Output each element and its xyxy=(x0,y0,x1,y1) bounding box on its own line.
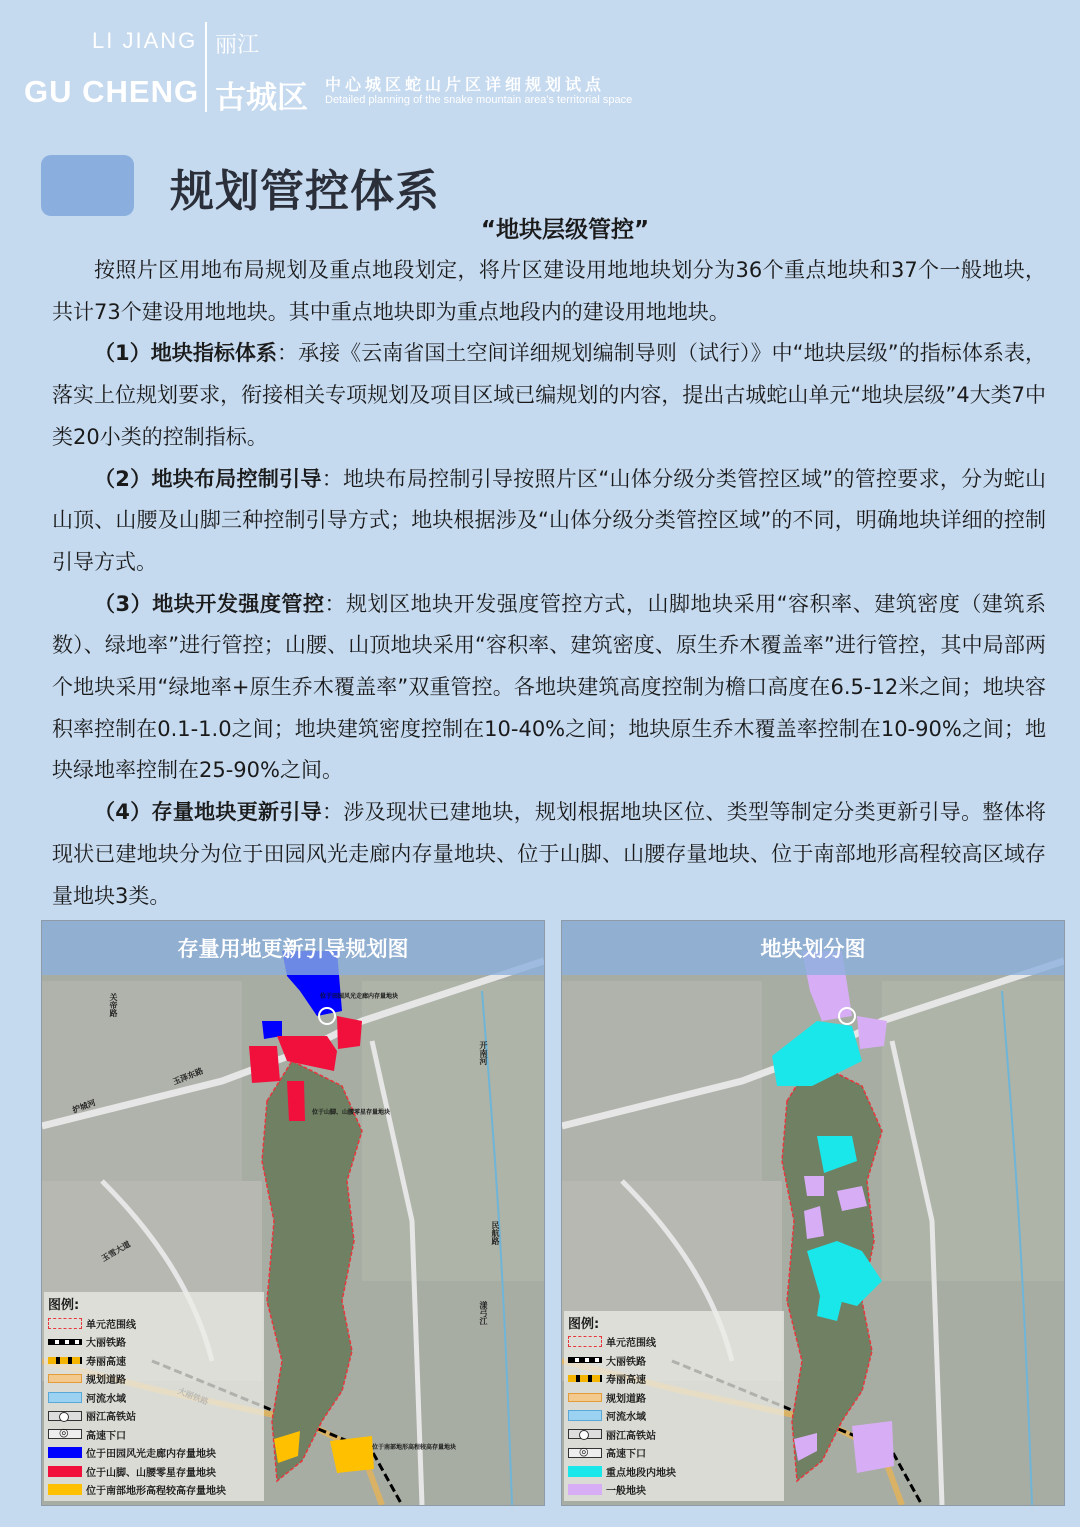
railway-swatch xyxy=(48,1339,82,1345)
water-swatch xyxy=(568,1410,602,1421)
body-text xyxy=(52,250,1046,917)
stock-land-renewal-map xyxy=(41,920,545,1506)
south-high-stock-swatch xyxy=(48,1484,82,1495)
road-label-kainan-river: 开南河 xyxy=(479,1041,488,1065)
general-plot-swatch xyxy=(568,1484,602,1495)
road-swatch xyxy=(48,1374,82,1383)
project-title-cn: 中心城区蛇山片区详细规划试点 xyxy=(325,75,606,94)
map-legend xyxy=(44,1292,264,1501)
legend-label: 高速下口 xyxy=(606,1449,646,1461)
legend-title: 图例: xyxy=(568,1316,600,1332)
legend-item xyxy=(48,1314,260,1333)
legend-item xyxy=(48,1333,260,1352)
legend-item xyxy=(48,1351,260,1370)
legend-item xyxy=(48,1425,260,1444)
legend-item xyxy=(48,1444,260,1463)
legend-item xyxy=(48,1388,260,1407)
legend-item xyxy=(48,1462,260,1481)
map-title: 存量用地更新引导规划图 xyxy=(177,937,409,961)
plot-division-map xyxy=(561,920,1065,1506)
annotation-south-high-stock: 位于南部地形高程较高存量地块 xyxy=(372,1444,457,1451)
paragraph-4 xyxy=(52,792,1046,917)
annotation-foot-waist-stock: 位于山脚、山腰零星存量地块 xyxy=(312,1109,391,1116)
legend-item xyxy=(568,1407,780,1426)
paragraph-2-text: ：地块布局控制引导按照片区“山体分级分类管控区域”的管控要求，分为蛇山山顶、山腰及山脚三种控制引导方式；地块根据涉及“山体分级分类管控区域”的不同，明确地块详细的控制引导方式。 xyxy=(52,466,1046,574)
legend-item xyxy=(568,1425,780,1444)
map-legend xyxy=(564,1311,784,1502)
page-header xyxy=(0,0,1080,130)
legend-label: 大丽铁路 xyxy=(606,1356,646,1368)
paragraph-3-text: ：规划区地块开发强度管控方式，山脚地块采用“容积率、建筑密度（建筑系数）、绿地率”进行管控；山腰、山顶地块采用“容积率、建筑密度、原生乔木覆盖率”进行管控，其中局部两个地块采用“绿地率+原生乔木覆盖率”双重管控。各地块建筑高度控制为檐口高度在6.5-12米之间；地块容积率控制在0.1-1.0之间；地块建筑密度控制在10-40%之间；地块原生乔木覆盖率控制在10-90%之间；地块绿地率控制在25-90%之间。 xyxy=(52,591,1046,783)
annotation-corridor-stock: 位于田园风光走廊内存量地块 xyxy=(320,993,399,1000)
paragraph-3 xyxy=(52,584,1046,793)
legend-label: 规划道路 xyxy=(86,1375,126,1387)
road-label-yuze-east: 玉泽东路 xyxy=(171,1066,205,1087)
legend-label: 位于田园风光走廊内存量地块 xyxy=(86,1449,216,1461)
intro-paragraph: 按照片区用地布局规划及重点地段划定，将片区建设用地地块划分为36个重点地块和37个一般地块，共计73个建设用地地块。其中重点地块即为重点地段内的建设用地地块。 xyxy=(52,258,1046,324)
brand-cn-top: 丽江 xyxy=(215,33,260,58)
highway-swatch xyxy=(48,1357,82,1364)
boundary-swatch xyxy=(48,1318,82,1329)
paragraph-4-heading: （4）存量地块更新引导 xyxy=(94,800,322,825)
legend-label: 重点地段内地块 xyxy=(606,1467,676,1479)
page-title: 规划管控体系 xyxy=(170,166,440,217)
legend-label: 寿丽高速 xyxy=(606,1375,646,1387)
legend-label: 位于南部地形高程较高存量地块 xyxy=(86,1486,226,1498)
boundary-swatch xyxy=(568,1336,602,1347)
road-label-yuxue-avenue: 玉雪大道 xyxy=(99,1239,133,1264)
legend-item xyxy=(568,1351,780,1370)
legend-title: 图例: xyxy=(48,1298,80,1313)
brand-cn-bottom: 古城区 xyxy=(215,80,308,116)
paragraph-4-text: ：涉及现状已建地块，规划根据地块区位、类型等制定分类更新引导。整体将现状已建地块分为位于田园风光走廊内存量地块、位于山脚、山腰存量地块、位于南部地形高程较高区域存量地块3类。 xyxy=(52,800,1046,908)
map-title: 地块划分图 xyxy=(760,937,866,961)
legend-label: 单元范围线 xyxy=(86,1319,136,1331)
road-label-moat: 护城河 xyxy=(71,1098,97,1115)
legend-label: 河流水域 xyxy=(86,1393,126,1405)
legend-label: 丽江高铁站 xyxy=(86,1412,136,1424)
paragraph-2-heading: （2）地块布局控制引导 xyxy=(94,466,322,491)
legend-label: 单元范围线 xyxy=(606,1338,656,1350)
legend-label: 规划道路 xyxy=(606,1393,646,1405)
title-decoration xyxy=(41,155,134,216)
legend-item xyxy=(48,1407,260,1426)
road-label-minhang-road: 民航路 xyxy=(491,1221,500,1245)
brand-latin-bottom: GU CHENG xyxy=(24,74,200,109)
paragraph-1-text: ：承接《云南省国土空间详细规划编制导则（试行）》中“地块层级”的指标体系表，落实上位规划要求，衔接相关专项规划及项目区域已编规划的内容，提出古城蛇山单元“地块层级”4大类7中类20小类的控制指标。 xyxy=(52,341,1046,449)
legend-label: 大丽铁路 xyxy=(86,1338,126,1350)
paragraph-2 xyxy=(52,459,1046,584)
road-label-yanggong-river: 漾弓江 xyxy=(479,1301,488,1325)
road-swatch xyxy=(568,1393,602,1402)
water-swatch xyxy=(48,1392,82,1403)
road-label-guandi-road: 关帝路 xyxy=(109,993,118,1017)
section-subtitle: “地块层级管控” xyxy=(480,217,650,243)
legend-label: 位于山脚、山腰零星存量地块 xyxy=(86,1467,216,1479)
key-plot-swatch xyxy=(568,1466,602,1477)
highway-exit-icon xyxy=(568,1448,602,1458)
station-icon xyxy=(568,1429,602,1439)
legend-label: 河流水域 xyxy=(606,1412,646,1424)
legend-item xyxy=(48,1370,260,1389)
highway-swatch xyxy=(568,1375,602,1382)
highway-exit-icon xyxy=(48,1429,82,1439)
project-title-en: Detailed planning of the snake mountain area's territorial space xyxy=(325,94,633,106)
legend-item xyxy=(568,1333,780,1352)
legend-item xyxy=(48,1481,260,1500)
foot-waist-stock-swatch xyxy=(48,1466,82,1477)
paragraph-1-heading: （1）地块指标体系 xyxy=(94,341,278,366)
railway-swatch xyxy=(568,1357,602,1363)
station-icon xyxy=(48,1411,82,1421)
legend-item xyxy=(568,1370,780,1389)
legend-item xyxy=(568,1481,780,1500)
paragraph-3-heading: （3）地块开发强度管控 xyxy=(94,591,325,616)
legend-label: 丽江高铁站 xyxy=(606,1430,656,1442)
brand-latin-top: LI JIANG xyxy=(92,28,198,53)
legend-item xyxy=(568,1462,780,1481)
legend-label: 高速下口 xyxy=(86,1430,126,1442)
legend-item xyxy=(568,1444,780,1463)
legend-item xyxy=(568,1388,780,1407)
legend-label: 寿丽高速 xyxy=(86,1356,126,1368)
brand-divider xyxy=(205,22,207,112)
legend-label: 一般地块 xyxy=(606,1486,646,1498)
corridor-stock-swatch xyxy=(48,1447,82,1458)
paragraph-1 xyxy=(52,333,1046,458)
